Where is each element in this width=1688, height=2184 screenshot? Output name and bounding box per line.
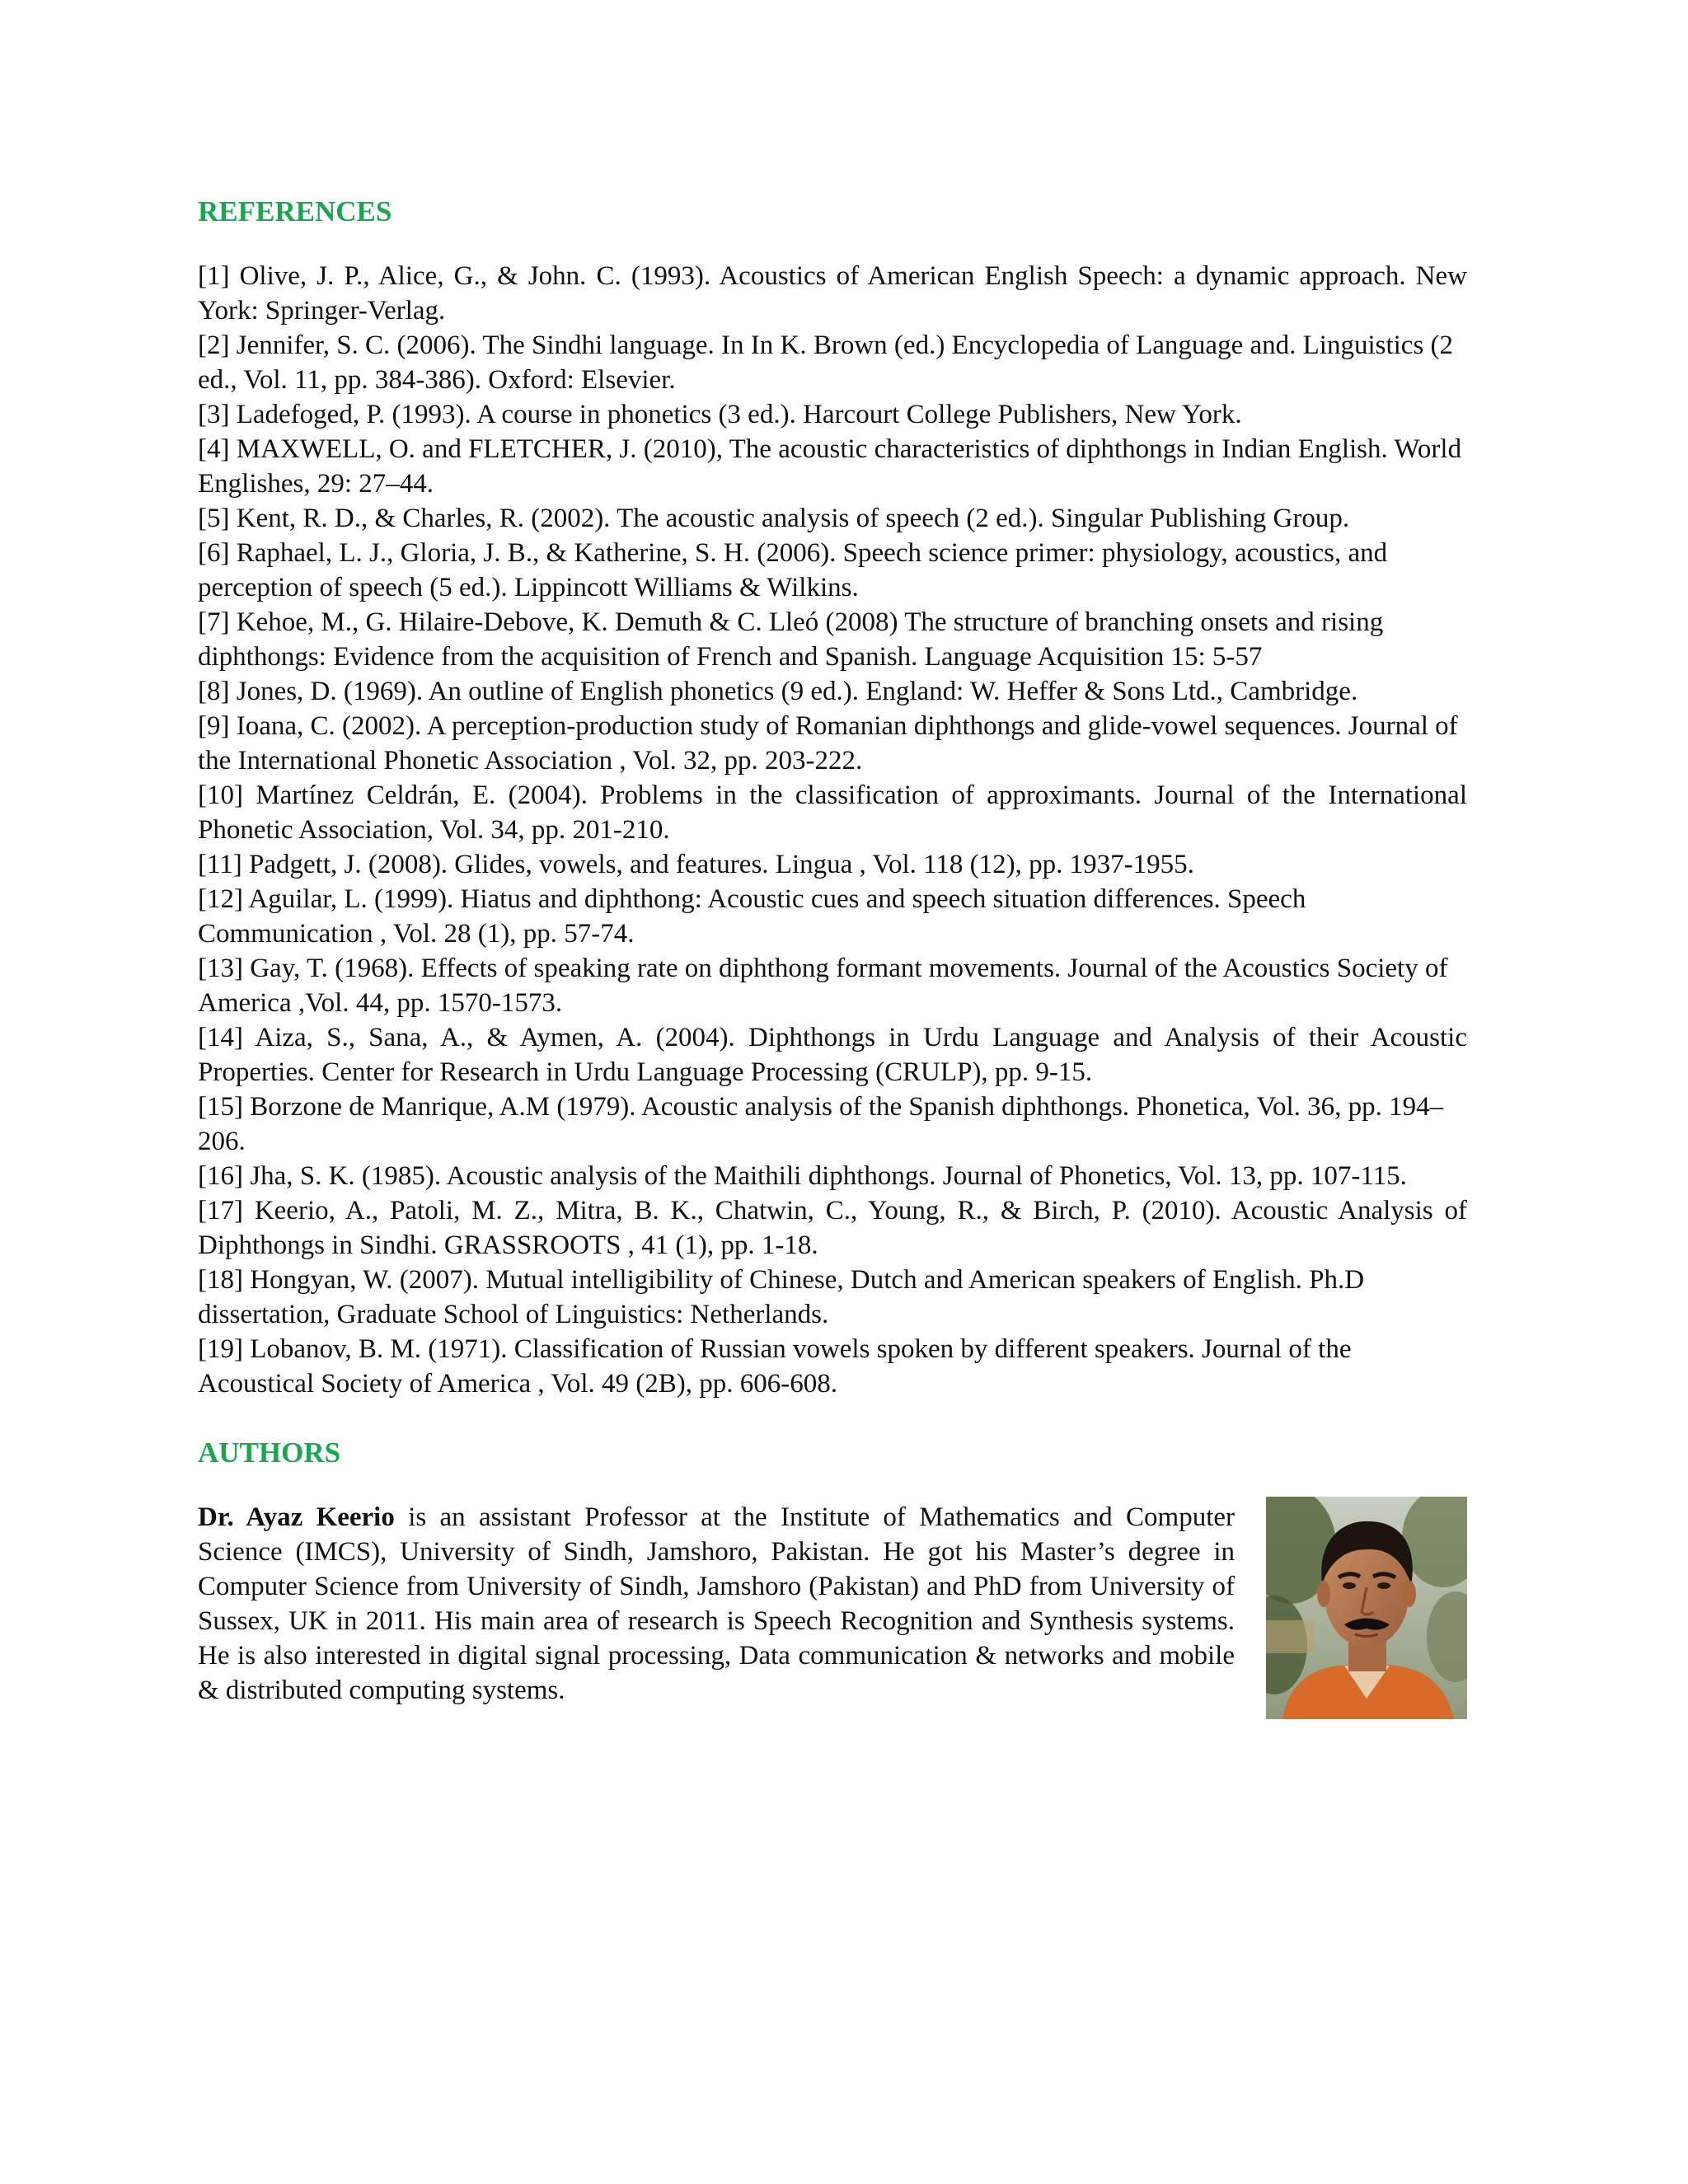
reference-item: [18] Hongyan, W. (2007). Mutual intelligibility of Chinese, Dutch and American speakers of English. Ph.D dissertation, Graduate School of Linguistics: Netherlands. bbox=[198, 1265, 1365, 1329]
reference-item: [4] MAXWELL, O. and FLETCHER, J. (2010), The acoustic characteristics of diphthongs in Indian English. World Englishes, 29: 27–44. bbox=[198, 434, 1462, 499]
references-list bbox=[198, 259, 1467, 1401]
reference-item: [6] Raphael, L. J., Gloria, J. B., & Katherine, S. H. (2006). Speech science primer: physiology, acoustics, and perception of speech (5 ed.). Lippincott Williams & Wilkins. bbox=[198, 538, 1388, 602]
references-heading: REFERENCES bbox=[198, 195, 392, 227]
author-bio bbox=[198, 1500, 1235, 1708]
reference-item: [7] Kehoe, M., G. Hilaire-Debove, K. Demuth & C. Lleó (2008) The structure of branching onsets and rising diphthongs: Evidence from the acquisition of French and Spanish. Language Acquisition 15: 5-57 bbox=[198, 607, 1384, 672]
reference-item: [1] Olive, J. P., Alice, G., & John. C. (1993). Acoustics of American English Speech: a dynamic approach. New York: Springer-Verlag. bbox=[198, 261, 1467, 326]
reference-item: [14] Aiza, S., Sana, A., & Aymen, A. (2004). Diphthongs in Urdu Language and Analysis of their Acoustic Properties. Center for Research in Urdu Language Processing (CRULP), pp. 9-15. bbox=[198, 1023, 1467, 1087]
author-photo bbox=[1266, 1497, 1467, 1719]
reference-item: [9] Ioana, C. (2002). A perception-production study of Romanian diphthongs and glide-vowel sequences. Journal of the International Phonetic Association , Vol. 32, pp. 203-222. bbox=[198, 711, 1458, 776]
reference-item: [2] Jennifer, S. C. (2006). The Sindhi language. In In K. Brown (ed.) Encyclopedia of Language and. Linguistics (2 ed., Vol. 11, pp. 384-386). Oxford: Elsevier. bbox=[198, 330, 1454, 395]
reference-item: [5] Kent, R. D., & Charles, R. (2002). The acoustic analysis of speech (2 ed.). Singular Publishing Group. bbox=[198, 504, 1350, 533]
authors-heading: AUTHORS bbox=[198, 1436, 341, 1469]
reference-item: [16] Jha, S. K. (1985). Acoustic analysis of the Maithili diphthongs. Journal of Phonetics, Vol. 13, pp. 107-115. bbox=[198, 1161, 1407, 1191]
reference-item: [19] Lobanov, B. M. (1971). Classification of Russian vowels spoken by different speakers. Journal of the Acoustical Society of America , Vol. 49 (2B), pp. 606-608. bbox=[198, 1334, 1352, 1399]
page bbox=[198, 194, 1467, 1731]
reference-item: [3] Ladefoged, P. (1993). A course in phonetics (3 ed.). Harcourt College Publishers, New York. bbox=[198, 400, 1242, 429]
reference-item: [12] Aguilar, L. (1999). Hiatus and diphthong: Acoustic cues and speech situation differences. Speech Communication , Vol. 28 (1), pp. 57-74. bbox=[198, 884, 1306, 949]
reference-item: [13] Gay, T. (1968). Effects of speaking rate on diphthong formant movements. Journal of the Acoustics Society of America ,Vol. 44, pp. 1570-1573. bbox=[198, 954, 1448, 1018]
author-name: Dr. Ayaz Keerio bbox=[198, 1502, 395, 1532]
reference-item: [8] Jones, D. (1969). An outline of English phonetics (9 ed.). England: W. Heffer & Sons Ltd., Cambridge. bbox=[198, 677, 1358, 706]
reference-item: [17] Keerio, A., Patoli, M. Z., Mitra, B. K., Chatwin, C., Young, R., & Birch, P. (2010). Acoustic Analysis of Diphthongs in Sindhi. GRASSROOTS , 41 (1), pp. 1-18. bbox=[198, 1196, 1467, 1260]
reference-item: [15] Borzone de Manrique, A.M (1979). Acoustic analysis of the Spanish diphthongs. Phonetica, Vol. 36, pp. 194–206. bbox=[198, 1092, 1444, 1156]
author-bio-text: is an assistant Professor at the Institute of Mathematics and Computer Science (IMCS), University of Sindh, Jamshoro, Pakistan. He got his Master’s degree in Computer Science from University of Sindh, Jamshoro (Pakistan) and PhD from University of Sussex, UK in 2011. His main area of research is Speech Recognition and Synthesis systems. He is also interested in digital signal processing, Data communication & networks and mobile & distributed computing systems. bbox=[198, 1502, 1235, 1705]
author-block bbox=[198, 1500, 1467, 1731]
reference-item: [11] Padgett, J. (2008). Glides, vowels, and features. Lingua , Vol. 118 (12), pp. 1937-1955. bbox=[198, 850, 1194, 879]
reference-item: [10] Martínez Celdrán, E. (2004). Problems in the classification of approximants. Journal of the International Phonetic Association, Vol. 34, pp. 201-210. bbox=[198, 780, 1467, 845]
